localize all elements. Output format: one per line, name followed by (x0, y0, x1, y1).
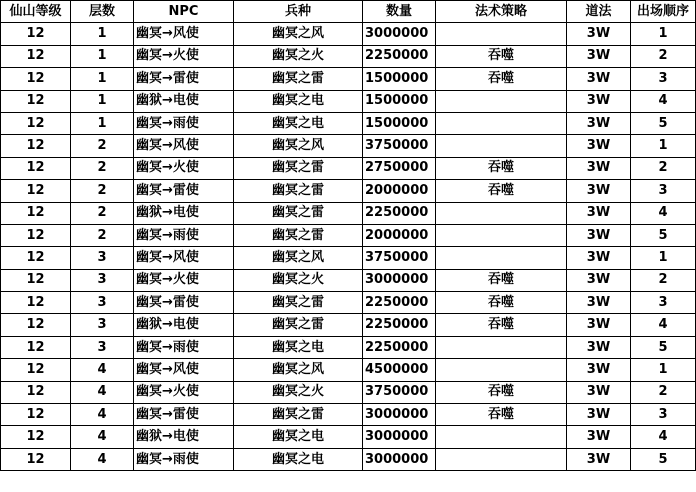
dao-cell: 3W (567, 45, 631, 67)
unit-type-cell: 幽冥之风 (234, 135, 363, 157)
spell-strategy-cell (436, 247, 567, 269)
spell-strategy-cell (436, 23, 567, 45)
spell-strategy-cell (436, 426, 567, 448)
floor-cell: 1 (71, 45, 134, 67)
dao-cell: 3W (567, 180, 631, 202)
table-row (1, 112, 696, 134)
order-cell: 5 (631, 112, 696, 134)
header-cell-unit-type: 兵种 (234, 1, 363, 23)
quantity-cell: 3750000 (363, 381, 436, 403)
unit-type-cell: 幽冥之电 (234, 336, 363, 358)
npc-cell: 幽狱→电使 (134, 90, 234, 112)
table-row (1, 292, 696, 314)
quantity-cell: 3000000 (363, 269, 436, 291)
quantity-cell: 3000000 (363, 448, 436, 470)
dao-cell: 3W (567, 247, 631, 269)
header-cell-spell-strategy: 法术策略 (436, 1, 567, 23)
table-row (1, 68, 696, 90)
spell-strategy-cell (436, 224, 567, 246)
npc-cell: 幽冥→火使 (134, 381, 234, 403)
spell-strategy-cell: 吞噬 (436, 180, 567, 202)
table-row (1, 135, 696, 157)
quantity-cell: 3000000 (363, 404, 436, 426)
spell-strategy-cell (436, 90, 567, 112)
table-header-row (1, 1, 696, 23)
quantity-cell: 2250000 (363, 292, 436, 314)
unit-type-cell: 幽冥之电 (234, 448, 363, 470)
floor-cell: 4 (71, 404, 134, 426)
unit-type-cell: 幽冥之雷 (234, 157, 363, 179)
table-row (1, 404, 696, 426)
table-row (1, 426, 696, 448)
table-row (1, 247, 696, 269)
order-cell: 4 (631, 314, 696, 336)
npc-cell: 幽冥→火使 (134, 157, 234, 179)
realm-level-cell: 12 (1, 448, 71, 470)
npc-cell: 幽冥→雨使 (134, 112, 234, 134)
quantity-cell: 2250000 (363, 314, 436, 336)
order-cell: 5 (631, 448, 696, 470)
quantity-cell: 2750000 (363, 157, 436, 179)
dao-cell: 3W (567, 157, 631, 179)
dao-cell: 3W (567, 269, 631, 291)
unit-type-cell: 幽冥之风 (234, 359, 363, 381)
dao-cell: 3W (567, 426, 631, 448)
order-cell: 3 (631, 292, 696, 314)
npc-cell: 幽狱→电使 (134, 202, 234, 224)
table-row (1, 269, 696, 291)
npc-cell: 幽狱→电使 (134, 314, 234, 336)
spell-strategy-cell: 吞噬 (436, 404, 567, 426)
order-cell: 3 (631, 180, 696, 202)
dao-cell: 3W (567, 292, 631, 314)
npc-cell: 幽冥→雨使 (134, 448, 234, 470)
order-cell: 3 (631, 404, 696, 426)
order-cell: 5 (631, 224, 696, 246)
quantity-cell: 3750000 (363, 247, 436, 269)
dao-cell: 3W (567, 135, 631, 157)
quantity-cell: 2000000 (363, 224, 436, 246)
npc-cell: 幽冥→风使 (134, 23, 234, 45)
dao-cell: 3W (567, 90, 631, 112)
quantity-cell: 3000000 (363, 426, 436, 448)
realm-level-cell: 12 (1, 336, 71, 358)
realm-level-cell: 12 (1, 224, 71, 246)
spell-strategy-cell: 吞噬 (436, 381, 567, 403)
realm-level-cell: 12 (1, 359, 71, 381)
quantity-cell: 1500000 (363, 90, 436, 112)
quantity-cell: 1500000 (363, 112, 436, 134)
unit-type-cell: 幽冥之电 (234, 426, 363, 448)
floor-cell: 2 (71, 135, 134, 157)
header-cell-quantity: 数量 (363, 1, 436, 23)
dao-cell: 3W (567, 224, 631, 246)
table-row (1, 336, 696, 358)
order-cell: 2 (631, 381, 696, 403)
order-cell: 5 (631, 336, 696, 358)
header-cell-npc: NPC (134, 1, 234, 23)
order-cell: 1 (631, 247, 696, 269)
floor-cell: 3 (71, 269, 134, 291)
floor-cell: 2 (71, 157, 134, 179)
unit-type-cell: 幽冥之雷 (234, 404, 363, 426)
quantity-cell: 3750000 (363, 135, 436, 157)
realm-level-cell: 12 (1, 180, 71, 202)
unit-type-cell: 幽冥之雷 (234, 292, 363, 314)
header-cell-realm-level: 仙山等级 (1, 1, 71, 23)
dao-cell: 3W (567, 404, 631, 426)
spell-strategy-cell: 吞噬 (436, 157, 567, 179)
floor-cell: 3 (71, 292, 134, 314)
quantity-cell: 3000000 (363, 23, 436, 45)
spell-strategy-cell (436, 202, 567, 224)
floor-cell: 4 (71, 359, 134, 381)
table-row (1, 224, 696, 246)
unit-type-cell: 幽冥之电 (234, 90, 363, 112)
npc-cell: 幽冥→风使 (134, 135, 234, 157)
realm-level-cell: 12 (1, 23, 71, 45)
realm-level-cell: 12 (1, 135, 71, 157)
dao-cell: 3W (567, 112, 631, 134)
dao-cell: 3W (567, 336, 631, 358)
floor-cell: 4 (71, 381, 134, 403)
order-cell: 1 (631, 23, 696, 45)
dao-cell: 3W (567, 314, 631, 336)
spell-strategy-cell: 吞噬 (436, 68, 567, 90)
npc-cell: 幽冥→雷使 (134, 180, 234, 202)
realm-level-cell: 12 (1, 292, 71, 314)
realm-level-cell: 12 (1, 202, 71, 224)
header-cell-dao: 道法 (567, 1, 631, 23)
floor-cell: 3 (71, 336, 134, 358)
floor-cell: 2 (71, 202, 134, 224)
unit-type-cell: 幽冥之雷 (234, 224, 363, 246)
order-cell: 2 (631, 157, 696, 179)
realm-level-cell: 12 (1, 269, 71, 291)
floor-cell: 3 (71, 247, 134, 269)
npc-cell: 幽冥→雨使 (134, 336, 234, 358)
order-cell: 1 (631, 135, 696, 157)
npc-cell: 幽冥→雨使 (134, 224, 234, 246)
realm-level-cell: 12 (1, 112, 71, 134)
order-cell: 3 (631, 68, 696, 90)
quantity-cell: 2250000 (363, 202, 436, 224)
realm-level-cell: 12 (1, 247, 71, 269)
order-cell: 4 (631, 202, 696, 224)
order-cell: 4 (631, 426, 696, 448)
npc-cell: 幽冥→风使 (134, 247, 234, 269)
unit-type-cell: 幽冥之电 (234, 112, 363, 134)
dao-cell: 3W (567, 202, 631, 224)
unit-type-cell: 幽冥之雷 (234, 180, 363, 202)
realm-level-cell: 12 (1, 426, 71, 448)
npc-cell: 幽冥→雷使 (134, 292, 234, 314)
unit-type-cell: 幽冥之风 (234, 247, 363, 269)
npc-cell: 幽狱→电使 (134, 426, 234, 448)
realm-level-cell: 12 (1, 45, 71, 67)
floor-cell: 1 (71, 23, 134, 45)
table-body (1, 23, 696, 471)
unit-type-cell: 幽冥之火 (234, 269, 363, 291)
npc-cell: 幽冥→火使 (134, 269, 234, 291)
spell-strategy-cell: 吞噬 (436, 292, 567, 314)
header-cell-order: 出场顺序 (631, 1, 696, 23)
spell-strategy-cell: 吞噬 (436, 45, 567, 67)
dao-cell: 3W (567, 23, 631, 45)
unit-type-cell: 幽冥之火 (234, 381, 363, 403)
order-cell: 4 (631, 90, 696, 112)
order-cell: 2 (631, 45, 696, 67)
spell-strategy-cell (436, 112, 567, 134)
table-row (1, 157, 696, 179)
npc-cell: 幽冥→雷使 (134, 404, 234, 426)
floor-cell: 1 (71, 90, 134, 112)
unit-type-cell: 幽冥之雷 (234, 202, 363, 224)
npc-cell: 幽冥→火使 (134, 45, 234, 67)
floor-cell: 1 (71, 68, 134, 90)
order-cell: 1 (631, 359, 696, 381)
floor-cell: 4 (71, 426, 134, 448)
quantity-cell: 1500000 (363, 68, 436, 90)
npc-cell: 幽冥→雷使 (134, 68, 234, 90)
floor-cell: 3 (71, 314, 134, 336)
table-row (1, 448, 696, 470)
floor-cell: 2 (71, 180, 134, 202)
header-cell-floor: 层数 (71, 1, 134, 23)
order-cell: 2 (631, 269, 696, 291)
spell-strategy-cell (436, 336, 567, 358)
table-row (1, 23, 696, 45)
table-row (1, 202, 696, 224)
realm-level-cell: 12 (1, 404, 71, 426)
realm-level-cell: 12 (1, 381, 71, 403)
unit-type-cell: 幽冥之风 (234, 23, 363, 45)
table-row (1, 45, 696, 67)
quantity-cell: 2250000 (363, 336, 436, 358)
unit-type-cell: 幽冥之火 (234, 45, 363, 67)
table-row (1, 381, 696, 403)
floor-cell: 2 (71, 224, 134, 246)
unit-type-cell: 幽冥之雷 (234, 68, 363, 90)
dao-cell: 3W (567, 448, 631, 470)
spell-strategy-cell (436, 135, 567, 157)
dao-cell: 3W (567, 381, 631, 403)
quantity-cell: 4500000 (363, 359, 436, 381)
realm-level-cell: 12 (1, 157, 71, 179)
spell-strategy-cell: 吞噬 (436, 314, 567, 336)
table-row (1, 359, 696, 381)
quantity-cell: 2250000 (363, 45, 436, 67)
dao-cell: 3W (567, 68, 631, 90)
realm-level-cell: 12 (1, 68, 71, 90)
table-row (1, 180, 696, 202)
spell-strategy-cell: 吞噬 (436, 269, 567, 291)
spell-strategy-cell (436, 448, 567, 470)
floor-cell: 4 (71, 448, 134, 470)
unit-type-cell: 幽冥之雷 (234, 314, 363, 336)
realm-level-cell: 12 (1, 90, 71, 112)
table-row (1, 314, 696, 336)
spell-strategy-cell (436, 359, 567, 381)
realm-level-cell: 12 (1, 314, 71, 336)
table-row (1, 90, 696, 112)
dao-cell: 3W (567, 359, 631, 381)
floor-cell: 1 (71, 112, 134, 134)
npc-cell: 幽冥→风使 (134, 359, 234, 381)
quantity-cell: 2000000 (363, 180, 436, 202)
